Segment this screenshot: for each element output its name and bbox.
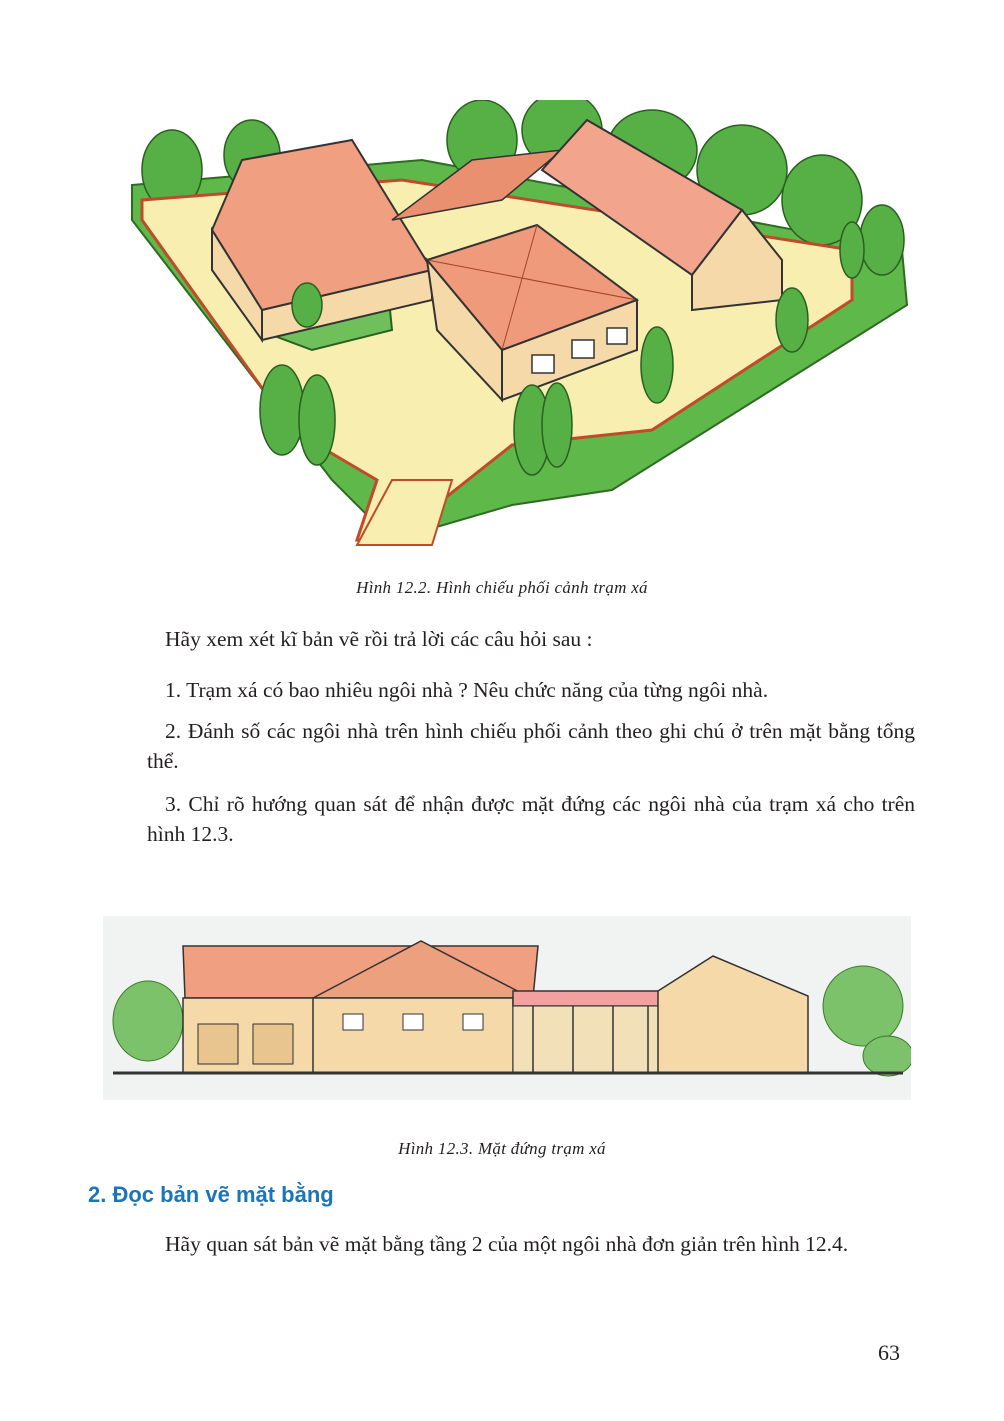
question-1: 1. Trạm xá có bao nhiêu ngôi nhà ? Nêu chức năng của từng ngôi nhà. <box>165 678 769 702</box>
elevation-illustration <box>103 916 911 1100</box>
clinic-elevation-drawing <box>103 916 911 1100</box>
caption-label: Hình 12.3. <box>398 1139 474 1158</box>
clinic-perspective-drawing <box>92 100 922 560</box>
question-3: 3. Chỉ rõ hướng quan sát để nhận được mặt đứng các ngôi nhà của trạm xá cho trên hình 12.3. <box>147 792 915 846</box>
page-number: 63 <box>878 1340 900 1365</box>
questions-intro: Hãy xem xét kĩ bản vẽ rồi trả lời các câu hỏi sau : <box>165 627 593 651</box>
figure-12-3-caption <box>0 1139 1004 1159</box>
caption-text: Hình chiếu phối cảnh trạm xá <box>435 578 648 597</box>
section-paragraph: Hãy quan sát bản vẽ mặt bằng tầng 2 của một ngôi nhà đơn giản trên hình 12.4. <box>165 1232 849 1256</box>
caption-text: Mặt đứng trạm xá <box>477 1139 606 1158</box>
perspective-illustration <box>92 100 922 560</box>
section-heading: 2. Đọc bản vẽ mặt bằng <box>88 1182 334 1207</box>
question-2: 2. Đánh số các ngôi nhà trên hình chiếu phối cảnh theo ghi chú ở trên mặt bằng tổng thể. <box>147 719 915 773</box>
figure-12-2-caption <box>0 578 1004 598</box>
caption-label: Hình 12.2. <box>356 578 432 597</box>
